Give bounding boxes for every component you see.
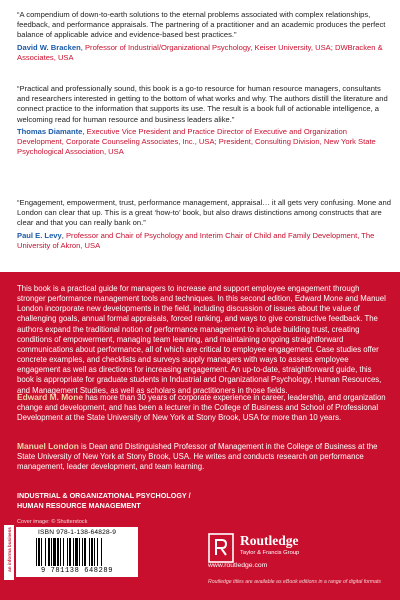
author-bio-1 xyxy=(17,392,389,423)
endorsement-attribution: Thomas Diamante, Executive Vice President and Practice Director of Executive and Organization Development, Corporate Counseling Associates, Inc., USA; President, Consulting Division, New York State Psychological Association, USA xyxy=(17,126,376,157)
endorser-role: Executive Vice President and Practice Director of Executive and Organization Development, Corporate Counseling Associates, Inc., USA; President, Consulting Division, New York State Psychological Association, USA xyxy=(17,126,376,157)
endorser-name: Thomas Diamante xyxy=(17,126,83,136)
endorsement-3 xyxy=(17,198,393,251)
endorsement-1 xyxy=(17,10,393,63)
publisher-url[interactable]: www.routledge.com xyxy=(208,562,268,569)
informa-side-tag xyxy=(4,525,14,580)
endorsement-attribution: Paul E. Levy, Professor and Chair of Psychology and Interim Chair of Child and Family Development, The University of Akron, USA xyxy=(17,230,375,250)
author-bio-text: is Dean and Distinguished Professor of Management in the College of Business at the State University of New York at Stony Brook, USA. He writes and conducts research on performance management, leader development, and team learning. xyxy=(17,442,378,472)
endorsement-2 xyxy=(17,84,393,157)
ebook-note: Routledge titles are available as eBook editions in a range of digital formats xyxy=(208,579,382,585)
author-bio-text: has more than 30 years of corporate experience in career, leadership, and organization change and development, and has been a lecturer in the College of Business and School of Professional Development at the State University of New York at Stony Brook, USA for more than 10 years. xyxy=(17,393,386,423)
publisher-name: Routledge xyxy=(240,533,299,548)
endorsements-panel xyxy=(0,0,400,272)
subject-line: INDUSTRIAL & ORGANIZATIONAL PSYCHOLOGY / xyxy=(17,491,191,500)
barcode-box xyxy=(16,527,138,577)
isbn-label: ISBN 978-1-138-64828-9 xyxy=(38,529,117,536)
side-tag-text: an informa business xyxy=(7,527,12,572)
endorsement-quote: “Practical and professionally sound, this book is a go-to resource for human resource managers, consultants and researchers interested in getting to the bottom of what works and why. The authors distill the literature and connect practice to the information that supports its use. The result is a book full of actionable intelligence, a welcoming read for human resource and business leaders alike.” xyxy=(17,84,388,124)
author-name: Manuel London xyxy=(17,441,79,451)
endorser-name: David W. Bracken xyxy=(17,42,81,52)
endorser-name: Paul E. Levy xyxy=(17,230,62,240)
author-bio-2 xyxy=(17,441,389,472)
endorser-role: Professor and Chair of Psychology and Interim Chair of Child and Family Development, The University of Akron, USA xyxy=(17,230,375,250)
endorser-role: Professor of Industrial/Organizational Psychology, Keiser University, USA; DWBracken & Associates, USA xyxy=(17,42,383,62)
book-description: This book is a practical guide for managers to increase and support employee engagement through stronger performance management tools and techniques. In this second edition, Edward Mone and Manuel London incorporate new developments in the field, including discussion of issues about the value of challenging goals, annual formal appraisals, forced ranking, and ways to give constructive feedback. The authors expand the traditional notion of performance management to include building trust, creating conditions of empowerment, managing team learning, and maintaining ongoing straightforward communications about performance, all of which are critical to employee engagement. Case studies offer concrete examples, and checklists and surveys supply managers with ways to assess employee engagement as well as directions for increasing engagement. An up-to-date, straightforward guide, this book is appropriate for graduate students in Industrial and Organizational Psychology, Human Resources, and Management Studies, as well as scholars and practitioners in those fields. xyxy=(17,284,386,395)
subject-line: HUMAN RESOURCE MANAGEMENT xyxy=(17,500,141,510)
cover-credit: Cover image: © Shutterstock xyxy=(17,519,88,525)
barcode-number: 9 781138 648289 xyxy=(40,567,113,575)
publisher-group: Taylor & Francis Group xyxy=(240,550,300,556)
routledge-logo-icon xyxy=(208,533,234,563)
subject-category xyxy=(17,491,297,510)
barcode-icon xyxy=(36,538,120,566)
author-name: Edward M. Mone xyxy=(17,392,84,402)
endorsement-quote: “Engagement, empowerment, trust, performance management, appraisal… it all gets very confusing. Mone and London can clear that up. This is a great ‘how-to’ book, but also draws distinctions among constructs that are clear and that you can really bank on.” xyxy=(17,198,391,228)
endorsement-attribution: David W. Bracken, Professor of Industrial/Organizational Psychology, Keiser University, USA; DWBracken & Associates, USA xyxy=(17,42,383,62)
endorsement-quote: “A compendium of down-to-earth solutions to the eternal problems associated with complex relationships, feedback, and performance appraisals. The partnering of a practitioner and an academic produces the perfect balance of applicable advice and evidence-based best practices.” xyxy=(17,10,386,40)
